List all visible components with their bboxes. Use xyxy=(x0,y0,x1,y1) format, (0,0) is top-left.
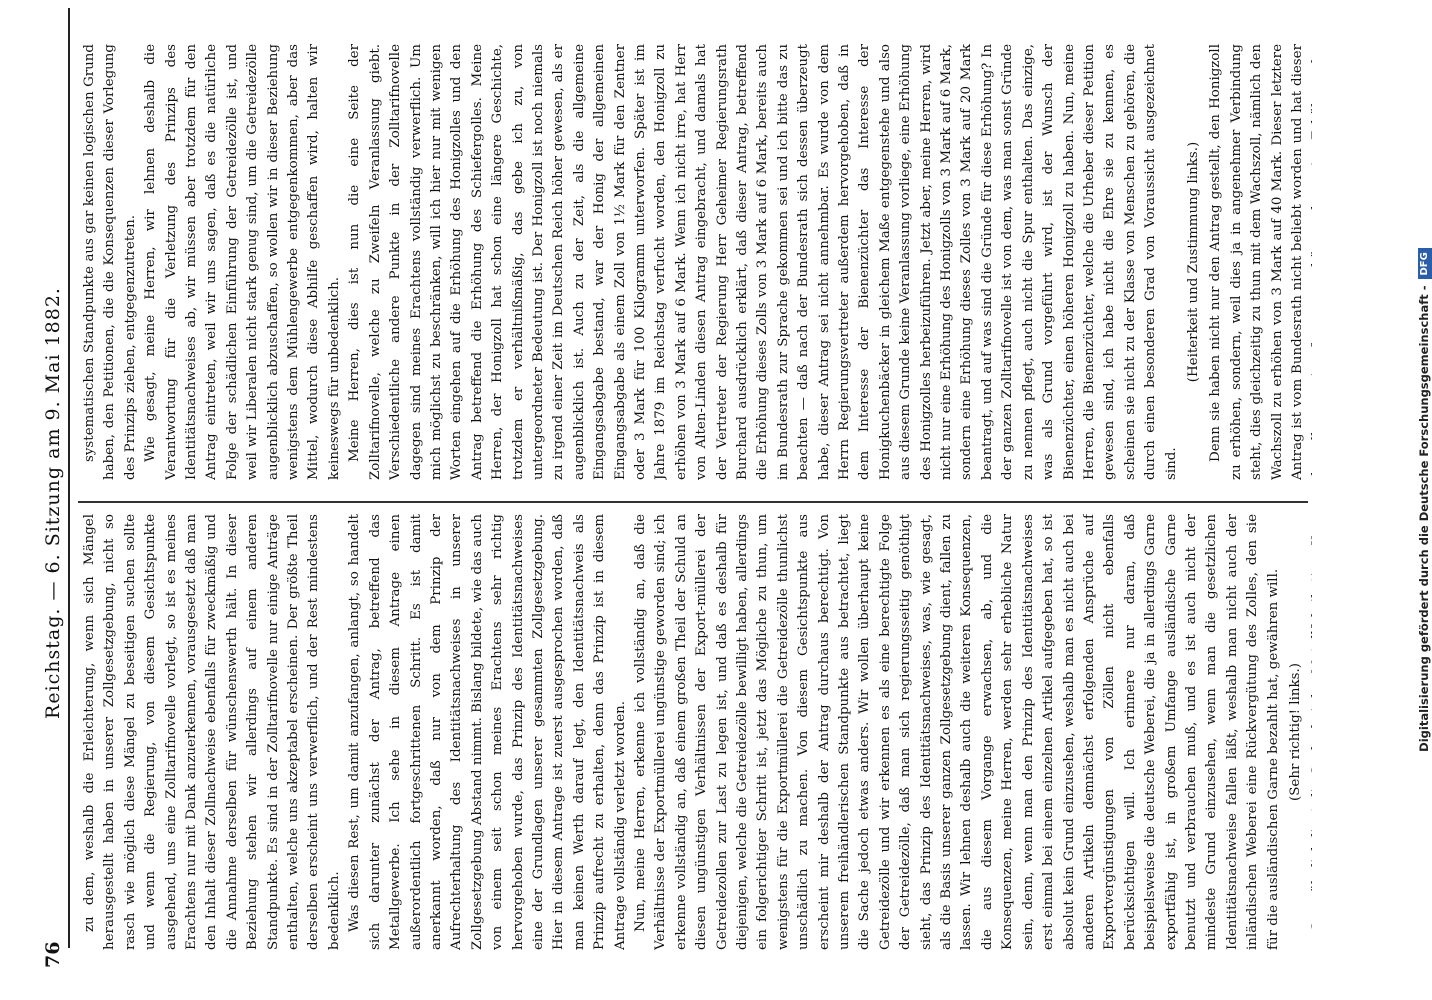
applause-note: (Sehr richtig! links.) xyxy=(1287,663,1303,801)
right-column xyxy=(80,44,1312,480)
paragraph: Was diesen Rest, um damit anzufangen, anlangt, so handelt sich darunter zunächst der Antrag, betreffend das Metallgewerbe. Ich sehe in diesem Antrage einen außerordentlich fortgeschrittenen Schritt. Es ist damit anerkannt worden, daß nur von dem Prinzip der Aufrechterhaltung des Identitätsnachweises in unserer Zollgesetzgebung Abstand nimmt. Bislang bildete, wie das auch von einem seit schon meines Erachtens sehr richtig hervorgehoben wurde, das Prinzip des Identitätsnachweises eine der Grundlagen unserer gesammten Zollgesetzgebung. Hier in diesem Antrage ist zuerst ausgesprochen worden, daß man keinen Werth darauf legt, den Identitätsnachweis als Prinzip aufrecht zu erhalten, denn das Prinzip ist in diesem Antrage vollständig verletzt worden. xyxy=(347,514,628,950)
paragraph xyxy=(1308,514,1312,950)
paragraph: Meine Herren, dies ist nun die eine Seite der Zolltarifnovelle, welche zu Zweifeln Veranlassung giebt. Verschiedentliche andere Punkte in der Zolltarifnovelle dagegen sind meines Erachtens vollständig verwerflich. Um mich möglichst zu beschränken, will ich hier nur mit wenigen Worten eingehen auf die Erhöhung des Honigzolles und den Antrag betreffend die Erhöhung des Schiefergolles. Meine Herren, der Honigzoll hat schon eine längere Geschichte, trotzdem er verhältnißmäßig, das gebe ich zu, von untergeordneter Bedeutung ist. Der Honigzoll ist noch niemals zu irgend einer Zeit im Deutschen Reich höher gewesen, als er augenblicklich ist. Auch zu der Zeit, als die allgemeine Eingangsabgabe bestand, war der Honig der allgemeinen Eingangsabgabe als einem Zoll von 1½ Mark für den Zentner oder 3 Mark für 100 Kilogramm unterworfen. Später ist im Jahre 1879 im Reichstag verfucht worden, den Honigzoll zu erhöhen von 3 Mark auf 6 Mark. Wenn ich nicht irre, hat Herr von Alten-Linden diesen Antrag eingebracht, und damals hat der Vertreter der Regierung Herr Geheimer Regierungsrath Burchard ausdrücklich erklärt, daß dieser Antrag, betreffend die Erhöhung dieses Zolls von 3 Mark auf 6 Mark, bereits auch im Bundesrath zur Sprache gekommen sei und ich bitte das zu beachten — daß nach der Bundesrath sich dessen überzeugt habe, dieser Antrag sei nicht annehmbar. Es wurde von dem Herrn Regierungsvertreter außerdem hervorgehoben, daß in dem Interesse der Bienenzüchter das Interesse der Honigkuchenbäcker in gleichem Maße entgegenstehe und also aus diesem Grunde keine Veranlassung vorliege, eine Erhöhung des Honigzolles herbeizuführen. Jetzt aber, meine Herren, wird nicht nur eine Erhöhung des Honigzolls von 3 Mark auf 6 Mark, sondern eine Erhöhung dieses Zolles von 3 Mark auf 20 Mark beantragt, und auf was sind die Gründe für diese Erhöhung? In der ganzen Zolltarifnovelle ist von dem, was man sonst Gründe zu nennen pflegt, auch nicht die Spur enthalten. Das einzige, was als Grund vorgeführt wird, ist der Wunsch der Bienenzüchter, einen höheren Honigzoll zu haben. Nun, meine Herren, die Bienenzüchter, welche die Urheber dieser Petition gewesen sind, ich habe nicht die Ehre sie zu kennen, es scheinen sie nicht zu der Klasse von Menschen zu gehören, die durch einen besonderen Grad von Voraussicht ausgezeichnet sind. xyxy=(347,44,1179,480)
dfg-logo: DFG xyxy=(1418,248,1432,279)
header-rule xyxy=(68,8,70,948)
paragraph: zu dem, weshalb die Erleichterung, wenn sich Mängel herausgestellt haben in unserer Zollgesetzgebung, nicht so rasch wie möglich diese Mängel zu beseitigen suchen sollte und wenn die Regierung, von diesem Gesichtspunkte ausgehend, uns eine Zolltarifnovelle vorlegt, so ist es meines Erachtens nur mit Dank anzuerkennen, vorausgesetzt daß man den Inhalt dieser Zollnachweise ebenfalls für zweckmäßig und die Annahme derselben für wünschenswerth hält. In dieser Beziehung stehen wir allerdings auf einem anderen Standpunkte. Es sind in der Zolltarifnovelle nur einige Anträge enthalten, welche uns akzeptabel erscheinen. Der größte Theil derselben erscheint uns verwerflich, und der Rest mindestens bedenklich. xyxy=(82,514,342,950)
left-column xyxy=(80,514,1312,950)
running-title: Reichstag. — 6. Sitzung am 9. Mai 1882. xyxy=(42,287,64,719)
column-divider xyxy=(78,501,1308,503)
paragraph: systematischen Standpunkte aus gar keinen logischen Grund haben, den Petitionen, die die Konsequenzen dieser Vorlegung des Prinzips ziehen, entgegenzutreten. xyxy=(82,44,138,480)
paragraph: Nun, meine Herren, erkenne ich vollständig an, daß die Verhältnisse der Exportmüllerei ungünstige geworden sind; ich erkenne vollständig an, daß einem großen Theil der Schuld an diesen ungünstigen Verhältnissen der Export-müllerei der Getreidezollen zur Last zu legen ist, und daß es deshalb für diejenigen, welche die Getreidezölle bewilligt haben, allerdings ein folgerichtiger Schritt ist, jetzt das Mögliche zu thun, um wenigstens für die Exportmüllerei die Getreidezölle thunlichst unschädlich zu machen. Von diesem Gesichtspunkte aus erscheint mir deshalb der Antrag durchaus berechtigt. Von unserem freihändlerischen Standpunkte aus betrachtet, liegt die Sache jedoch etwas anders. Wir wollen überhaupt keine Getreidezölle und wir erkennen es als eine berechtigte Folge der Getreidezölle, daß man sich regierungsseitig genöthigt sieht, das Prinzip des Identitätsnachweises, was, wie gesagt, als die Basis unserer ganzen Zollgesetzgebung dient, fallen zu lassen. Wir lehnen deshalb auch die weiteren Konsequenzen, die aus diesem Vorgange erwachsen, ab, und die Konsequenzen, meine Herren, werden sehr erhebliche Natur sein, denn, wenn man den Prinzip des Identitätsnachweises erst einmal bei einem einzelnen Artikel aufgegeben hat, so ist absolut kein Grund einzusehen, weshalb man es nicht auch bei anderen Artikeln demnächst erfolgenden Ansprüche auf Exportvergünstigungen von Zöllen nicht ebenfalls berücksichtigen will. Ich erinnere nur daran, daß beispielsweise die deutsche Weberei, die ja in allerdings Garne exportfähig ist, in großem Umfange ausländische Garne benutzt und verbrauchen muß, und es ist auch nicht der mindeste Grund einzusehen, wenn man die gesetzlichen Identitätsnachweise fallen läßt, weshalb man nicht auch der inländischen Weberei eine Rückvergütung des Zolles, den sie für die ausländischen Garne bezahlt hat, gewähren will. xyxy=(632,514,1281,950)
paragraph: Denn sie haben nicht nur den Antrag gestellt, den Honigzoll zu erhöhen, sondern, weil dies ja in angenehmer Verbindung steht, dies gleichzeitig zu thun mit dem Wachszoll, nämlich den Wachszoll zu erhöhen von 3 Mark auf 40 Mark. Dieser letztere Antrag ist vom Bundesrath nicht beliebt worden und hat dieser xyxy=(1208,44,1305,480)
digitization-credit-strip xyxy=(1408,0,1432,1000)
page-number: 76 xyxy=(42,941,64,968)
applause-note: (Heiterkeit und Zustimmung links.) xyxy=(1185,141,1201,383)
paragraph: Wie gesagt, meine Herren, wir lehnen deshalb die Verantwortung für die Verletzung des Prinzips des Identitätsnachweises ab, wir müssen aber trotzdem für den Antrag eintreten, weil wir uns sagen, daß es die natürliche Folge der schädlichen Einführung der Getreidezölle ist, und weil wir Liberalen nicht stark genug sind, um die Getreidezölle augenblicklich abzuschaffen, so wollen wir in dieser Beziehung wenigstens dem Mühlengewerbe entgegenkommen, aber das Mittel, wodurch diese Abhilfe geschaffen wird, halten wir keineswegs für unbedenklich. xyxy=(143,44,342,480)
page-header xyxy=(38,38,68,968)
credit-text: Digitalisierung gefördert durch die Deutsche Forschungsgemeinschaft - xyxy=(1417,285,1431,752)
